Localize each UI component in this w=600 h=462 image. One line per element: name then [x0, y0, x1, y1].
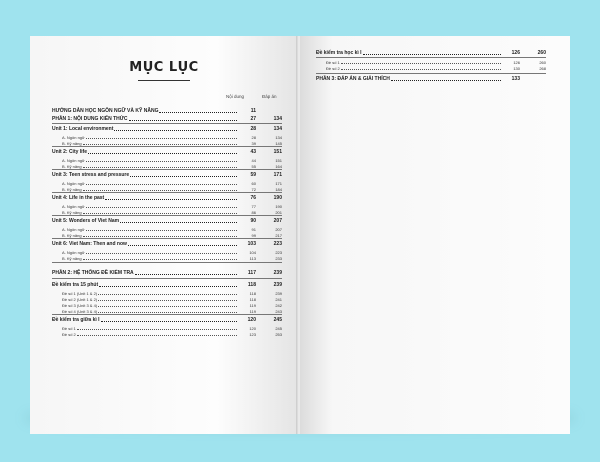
- toc-entry-label: Đề số 2: [326, 66, 340, 71]
- toc-answer-page: 134: [273, 116, 282, 122]
- toc-page-number: 28: [251, 135, 256, 140]
- toc-answer-page: 207: [273, 218, 282, 224]
- toc-section-row: [52, 172, 282, 178]
- title-underline: [138, 80, 190, 81]
- toc-answer-page: 217: [275, 233, 282, 238]
- toc-entry-label: A. Ngôn ngữ: [62, 227, 85, 232]
- toc-section-row: [52, 116, 282, 122]
- dot-leader: [128, 244, 237, 246]
- dot-leader: [341, 68, 501, 70]
- left-page: [30, 36, 298, 434]
- toc-page-number: 120: [249, 326, 256, 331]
- toc-page-number: 39: [251, 141, 256, 146]
- toc-page-number: 103: [247, 241, 256, 247]
- toc-entry-label: A. Ngôn ngữ: [62, 135, 85, 140]
- dot-leader: [77, 328, 237, 330]
- toc-page-number: 59: [250, 172, 256, 178]
- right-page: [300, 36, 570, 434]
- toc-entry-label: B. Kỹ năng: [62, 141, 82, 146]
- section-divider: [52, 146, 282, 147]
- toc-answer-page: 151: [273, 149, 282, 155]
- toc-section-row: [52, 108, 282, 114]
- toc-page-number: 43: [250, 149, 256, 155]
- toc-entry-label: PHẦN 3: ĐÁP ÁN & GIẢI THÍCH: [316, 76, 390, 82]
- toc-page-number: 72: [251, 187, 256, 192]
- toc-page-number: 28: [250, 126, 256, 132]
- dot-leader: [83, 235, 237, 237]
- section-divider: [52, 123, 282, 124]
- dot-leader: [83, 143, 237, 145]
- dot-leader: [105, 198, 237, 200]
- dot-leader: [86, 252, 237, 254]
- toc-page-number: 60: [251, 181, 256, 186]
- toc-entry-label: B. Kỹ năng: [62, 210, 82, 215]
- toc-entry-label: Unit 3: Teen stress and pressure: [52, 172, 130, 178]
- dot-leader: [83, 189, 237, 191]
- toc-answer-page: 245: [273, 317, 282, 323]
- toc-subentry-row: [52, 303, 282, 308]
- toc-page-number: 118: [249, 297, 256, 302]
- toc-page-number: 27: [250, 116, 256, 122]
- toc-entry-label: PHẦN 1: NỘI DUNG KIẾN THỨC: [52, 116, 128, 122]
- toc-page-number: 91: [251, 227, 256, 232]
- toc-section-row: [52, 149, 282, 155]
- toc-entry-label: Đề số 1 (Unit 1 & 2): [62, 291, 98, 296]
- toc-page-number: 120: [247, 317, 256, 323]
- toc-answer-page: 253: [275, 332, 282, 337]
- toc-subentry-row: [52, 326, 282, 331]
- toc-entry-label: B. Kỹ năng: [62, 256, 82, 261]
- toc-answer-page: 171: [273, 172, 282, 178]
- toc-section-row: [52, 282, 282, 288]
- toc-answer-page: 241: [275, 297, 282, 302]
- toc-answer-page: 190: [273, 195, 282, 201]
- dot-leader: [129, 119, 237, 121]
- toc-answer-page: 207: [275, 227, 282, 232]
- toc-subentry-row: [52, 291, 282, 296]
- toc-page-number: 76: [250, 195, 256, 201]
- dot-leader: [86, 206, 237, 208]
- toc-page-number: 90: [250, 218, 256, 224]
- toc-page-number: 113: [249, 256, 256, 261]
- toc-section-row: [52, 270, 282, 276]
- dot-leader: [83, 166, 237, 168]
- dot-leader: [83, 212, 237, 214]
- dot-leader: [99, 285, 237, 287]
- toc-subentry-row: [52, 332, 282, 337]
- toc-page-number: 99: [251, 233, 256, 238]
- toc-page-number: 86: [251, 210, 256, 215]
- toc-page-number: 11: [250, 108, 256, 114]
- section-divider: [52, 278, 282, 279]
- toc-answer-page: 164: [275, 164, 282, 169]
- toc-section-row: [52, 126, 282, 132]
- dot-leader: [98, 299, 237, 301]
- dot-leader: [86, 229, 237, 231]
- toc-answer-page: 190: [275, 204, 282, 209]
- toc-answer-page: 239: [273, 270, 282, 276]
- toc-answer-page: 145: [275, 141, 282, 146]
- dot-leader: [114, 129, 237, 131]
- toc-subentry-row: [52, 297, 282, 302]
- toc-entry-label: Unit 5: Wonders of Viet Nam: [52, 218, 120, 224]
- toc-answer-page: 223: [275, 250, 282, 255]
- toc-subentry-row: [52, 181, 282, 186]
- dot-leader: [86, 137, 237, 139]
- toc-title: MỤC LỤC: [129, 60, 199, 75]
- dot-leader: [86, 183, 237, 185]
- section-divider: [52, 238, 282, 239]
- toc-page-number: 119: [249, 309, 256, 314]
- toc-entry-label: Đề kiểm tra giữa kì I: [52, 317, 100, 323]
- toc-answer-page: 223: [273, 241, 282, 247]
- dot-leader: [159, 111, 237, 113]
- toc-answer-page: 171: [275, 181, 282, 186]
- toc-page-number: 118: [249, 291, 256, 296]
- toc-page-number: 118: [247, 282, 256, 288]
- toc-entry-label: Đề số 2: [62, 332, 76, 337]
- toc-page-number: 117: [247, 270, 256, 276]
- toc-subentry-row: [52, 204, 282, 209]
- section-divider: [316, 57, 546, 58]
- dot-leader: [86, 160, 237, 162]
- column-header-content: Nội dung: [226, 94, 245, 99]
- toc-answer-page: 239: [275, 291, 282, 296]
- toc-answer-page: 242: [275, 303, 282, 308]
- toc-entry-label: PHẦN 2: HỆ THỐNG ĐỀ KIỂM TRA: [52, 270, 134, 276]
- section-divider: [52, 262, 282, 263]
- toc-answer-page: 151: [275, 158, 282, 163]
- dot-leader: [130, 175, 237, 177]
- toc-entry-label: Unit 2: City life: [52, 149, 88, 155]
- toc-answer-page: 260: [537, 50, 546, 56]
- dot-leader: [83, 258, 237, 260]
- dot-leader: [98, 293, 237, 295]
- toc-subentry-row: [52, 135, 282, 140]
- dot-leader: [120, 221, 237, 223]
- toc-page-number: 104: [249, 250, 256, 255]
- toc-page-number: 55: [251, 164, 256, 169]
- toc-entry-label: Đề số 4 (Unit 3 & 4): [62, 309, 98, 314]
- dot-leader: [77, 334, 237, 336]
- toc-entry-label: B. Kỹ năng: [62, 164, 82, 169]
- toc-page-number: 126: [511, 50, 520, 56]
- toc-entry-label: Unit 1: Local environment: [52, 126, 114, 132]
- toc-entry-label: Đề số 3 (Unit 3 & 4): [62, 303, 98, 308]
- toc-answer-page: 134: [273, 126, 282, 132]
- toc-entry-label: B. Kỹ năng: [62, 187, 82, 192]
- toc-page-number: 133: [511, 76, 520, 82]
- toc-answer-page: 243: [275, 309, 282, 314]
- toc-section-row: [52, 218, 282, 224]
- section-divider: [52, 169, 282, 170]
- toc-subentry-row: [316, 66, 546, 71]
- toc-answer-page: 245: [275, 326, 282, 331]
- toc-answer-page: 268: [539, 66, 546, 71]
- toc-page-number: 126: [513, 60, 520, 65]
- section-divider: [52, 314, 282, 315]
- open-book: [30, 36, 570, 438]
- dot-leader: [341, 62, 501, 64]
- dot-leader: [135, 273, 237, 275]
- toc-subentry-row: [52, 256, 282, 261]
- section-divider: [52, 215, 282, 216]
- toc-answer-page: 260: [539, 60, 546, 65]
- toc-page-number: 44: [251, 158, 256, 163]
- toc-entry-label: A. Ngôn ngữ: [62, 250, 85, 255]
- toc-answer-page: 184: [275, 187, 282, 192]
- toc-section-row: [316, 50, 546, 56]
- dot-leader: [98, 311, 237, 313]
- toc-entry-label: A. Ngôn ngữ: [62, 181, 85, 186]
- toc-section-row: [52, 317, 282, 323]
- toc-subentry-row: [316, 60, 546, 65]
- toc-entry-label: Unit 6: Viet Nam: Then and now: [52, 241, 127, 247]
- toc-entry-label: Unit 4: Life in the past: [52, 195, 105, 201]
- toc-entry-label: Đề số 2 (Unit 1 & 2): [62, 297, 98, 302]
- toc-section-row: [52, 241, 282, 247]
- toc-entry-label: A. Ngôn ngữ: [62, 204, 85, 209]
- toc-answer-page: 233: [275, 256, 282, 261]
- dot-leader: [88, 152, 237, 154]
- toc-page-number: 77: [251, 204, 256, 209]
- section-divider: [52, 192, 282, 193]
- toc-entry-label: B. Kỹ năng: [62, 233, 82, 238]
- dot-leader: [98, 305, 237, 307]
- toc-entry-label: HƯỚNG DẪN HỌC NGÔN NGỮ VÀ KỸ NĂNG: [52, 108, 159, 114]
- dot-leader: [101, 320, 237, 322]
- toc-answer-page: 134: [275, 135, 282, 140]
- toc-page-number: 119: [249, 303, 256, 308]
- toc-section-row: [52, 195, 282, 201]
- toc-page-number: 123: [249, 332, 256, 337]
- toc-answer-page: 239: [273, 282, 282, 288]
- toc-answer-page: 201: [275, 210, 282, 215]
- toc-entry-label: A. Ngôn ngữ: [62, 158, 85, 163]
- toc-subentry-row: [52, 250, 282, 255]
- toc-entry-label: Đề kiểm tra học kì I: [316, 50, 362, 56]
- dot-leader: [363, 53, 501, 55]
- toc-subentry-row: [52, 158, 282, 163]
- column-header-answers: Đáp án: [262, 94, 277, 99]
- toc-subentry-row: [52, 227, 282, 232]
- section-divider: [316, 73, 546, 74]
- toc-entry-label: Đề số 1: [62, 326, 76, 331]
- toc-section-row: [316, 76, 546, 82]
- dot-leader: [391, 79, 501, 81]
- toc-entry-label: Đề kiểm tra 15 phút: [52, 282, 99, 288]
- toc-entry-label: Đề số 1: [326, 60, 340, 65]
- toc-page-number: 130: [513, 66, 520, 71]
